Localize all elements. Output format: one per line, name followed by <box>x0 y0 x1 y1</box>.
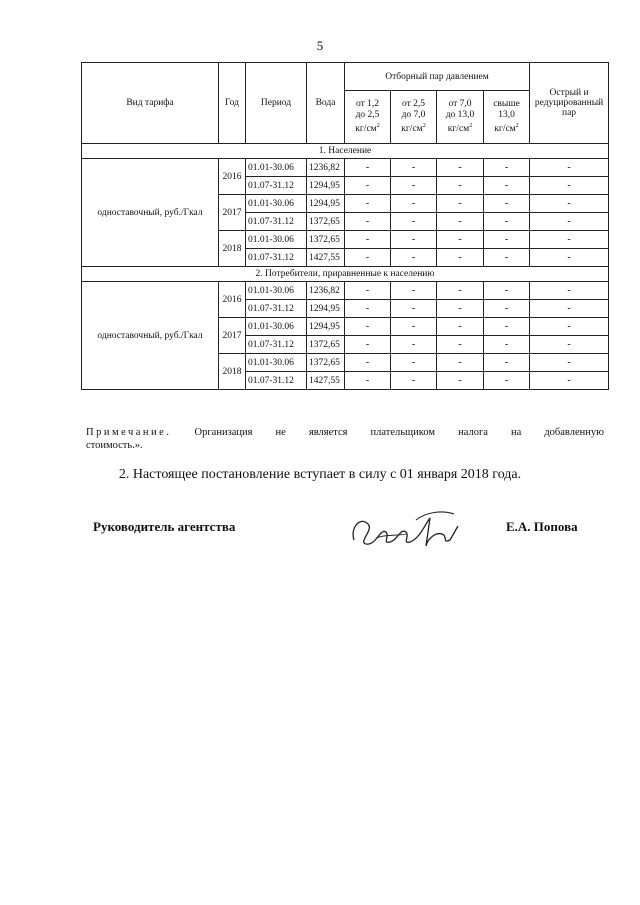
pressure-4-cell: - <box>484 177 530 195</box>
period-cell: 01.01-30.06 <box>246 195 307 213</box>
pressure-2-cell: - <box>391 300 437 318</box>
water-value-cell: 1427,55 <box>307 372 345 390</box>
pressure-1-cell: - <box>345 213 391 231</box>
tariff-table <box>81 62 609 390</box>
header-pressure-2: от 2,5 до 7,0 $кг/см^2$ <box>391 91 437 144</box>
pressure-4-cell: - <box>484 336 530 354</box>
pressure-3-cell: - <box>437 159 484 177</box>
period-cell: 01.01-30.06 <box>246 282 307 300</box>
pressure-2-cell: - <box>391 249 437 267</box>
pressure-1-cell: - <box>345 300 391 318</box>
pressure-2-cell: - <box>391 177 437 195</box>
section-title-row <box>82 144 609 159</box>
handwritten-signature <box>346 498 466 558</box>
pressure-4-cell: - <box>484 213 530 231</box>
header-pressure-1: от 1,2 до 2,5 $кг/см^2$ <box>345 91 391 144</box>
period-cell: 01.07-31.12 <box>246 336 307 354</box>
pressure-2-cell: - <box>391 282 437 300</box>
table-body <box>82 144 609 390</box>
decree-effective-date: 2. Настоящее постановление вступает в силу с 01 января 2018 года. <box>118 467 522 482</box>
pressure-1-cell: - <box>345 159 391 177</box>
year-cell: 2018 <box>219 231 246 267</box>
year-cell: 2016 <box>219 159 246 195</box>
pressure-1-cell: - <box>345 318 391 336</box>
section-title: 1. Население <box>82 144 609 159</box>
pressure-1-cell: - <box>345 231 391 249</box>
sharp-steam-cell: - <box>530 336 609 354</box>
year-cell: 2017 <box>219 318 246 354</box>
sharp-steam-cell: - <box>530 177 609 195</box>
pressure-2-cell: - <box>391 336 437 354</box>
page-number: 5 <box>316 38 324 53</box>
header-tariff-type: Вид тарифа <box>82 63 219 144</box>
pressure-4-cell: - <box>484 318 530 336</box>
header-pressure-4: свыше 13,0 $кг/см^2$ <box>484 91 530 144</box>
period-cell: 01.01-30.06 <box>246 231 307 249</box>
pressure-3-cell: - <box>437 195 484 213</box>
water-value-cell: 1294,95 <box>307 300 345 318</box>
pressure-4-cell: - <box>484 231 530 249</box>
tariff-type-cell: одноставочный, руб./Гкал <box>82 282 219 390</box>
pressure-2-cell: - <box>391 159 437 177</box>
pressure-2-cell: - <box>391 318 437 336</box>
water-value-cell: 1236,82 <box>307 282 345 300</box>
pressure-3-cell: - <box>437 231 484 249</box>
water-value-cell: 1294,95 <box>307 195 345 213</box>
pressure-1-cell: - <box>345 372 391 390</box>
pressure-2-cell: - <box>391 231 437 249</box>
period-cell: 01.01-30.06 <box>246 159 307 177</box>
period-cell: 01.07-31.12 <box>246 372 307 390</box>
water-value-cell: 1294,95 <box>307 177 345 195</box>
header-year: Год <box>219 63 246 144</box>
pressure-3-cell: - <box>437 354 484 372</box>
pressure-4-cell: - <box>484 195 530 213</box>
year-cell: 2016 <box>219 282 246 318</box>
pressure-4-cell: - <box>484 300 530 318</box>
header-period: Период <box>246 63 307 144</box>
note-label: Примечание. <box>86 427 172 438</box>
pressure-2-cell: - <box>391 354 437 372</box>
table-header <box>82 63 609 144</box>
water-value-cell: 1372,65 <box>307 213 345 231</box>
sharp-steam-cell: - <box>530 231 609 249</box>
water-value-cell: 1372,65 <box>307 354 345 372</box>
period-cell: 01.01-30.06 <box>246 318 307 336</box>
sharp-steam-cell: - <box>530 159 609 177</box>
pressure-1-cell: - <box>345 336 391 354</box>
pressure-1-cell: - <box>345 354 391 372</box>
pressure-3-cell: - <box>437 213 484 231</box>
section-title: 2. Потребители, приравненные к населению <box>82 267 609 282</box>
table-row <box>82 159 609 177</box>
signatory-title: Руководитель агентства <box>93 519 236 534</box>
water-value-cell: 1372,65 <box>307 336 345 354</box>
tariff-type-cell: одноставочный, руб./Гкал <box>82 159 219 267</box>
sharp-steam-cell: - <box>530 318 609 336</box>
sharp-steam-cell: - <box>530 195 609 213</box>
pressure-1-cell: - <box>345 282 391 300</box>
header-pressure-3: от 7,0 до 13,0 $кг/см^2$ <box>437 91 484 144</box>
sharp-steam-cell: - <box>530 213 609 231</box>
table-row <box>82 282 609 300</box>
period-cell: 01.07-31.12 <box>246 300 307 318</box>
pressure-2-cell: - <box>391 213 437 231</box>
period-cell: 01.07-31.12 <box>246 177 307 195</box>
period-cell: 01.07-31.12 <box>246 213 307 231</box>
year-cell: 2017 <box>219 195 246 231</box>
pressure-4-cell: - <box>484 372 530 390</box>
pressure-4-cell: - <box>484 282 530 300</box>
year-cell: 2018 <box>219 354 246 390</box>
header-sharp-steam: Острый и редуцированный пар <box>530 63 609 144</box>
pressure-3-cell: - <box>437 318 484 336</box>
pressure-3-cell: - <box>437 372 484 390</box>
pressure-3-cell: - <box>437 177 484 195</box>
pressure-4-cell: - <box>484 159 530 177</box>
header-water: Вода <box>307 63 345 144</box>
pressure-2-cell: - <box>391 195 437 213</box>
sharp-steam-cell: - <box>530 372 609 390</box>
water-value-cell: 1372,65 <box>307 231 345 249</box>
period-cell: 01.01-30.06 <box>246 354 307 372</box>
pressure-4-cell: - <box>484 249 530 267</box>
pressure-2-cell: - <box>391 372 437 390</box>
sharp-steam-cell: - <box>530 300 609 318</box>
water-value-cell: 1294,95 <box>307 318 345 336</box>
pressure-3-cell: - <box>437 282 484 300</box>
water-value-cell: 1427,55 <box>307 249 345 267</box>
header-extraction-steam: Отборный пар давлением <box>345 63 530 91</box>
sharp-steam-cell: - <box>530 249 609 267</box>
pressure-1-cell: - <box>345 177 391 195</box>
pressure-1-cell: - <box>345 249 391 267</box>
water-value-cell: 1236,82 <box>307 159 345 177</box>
signatory-name: Е.А. Попова <box>506 519 578 534</box>
period-cell: 01.07-31.12 <box>246 249 307 267</box>
pressure-4-cell: - <box>484 354 530 372</box>
sharp-steam-cell: - <box>530 282 609 300</box>
sharp-steam-cell: - <box>530 354 609 372</box>
pressure-3-cell: - <box>437 249 484 267</box>
pressure-1-cell: - <box>345 195 391 213</box>
section-title-row <box>82 267 609 282</box>
note-line-2: стоимость.». <box>86 440 143 451</box>
note: Примечание. Организация не является плательщиком налога на добавленную стоимость.». <box>86 427 604 451</box>
pressure-3-cell: - <box>437 300 484 318</box>
pressure-3-cell: - <box>437 336 484 354</box>
